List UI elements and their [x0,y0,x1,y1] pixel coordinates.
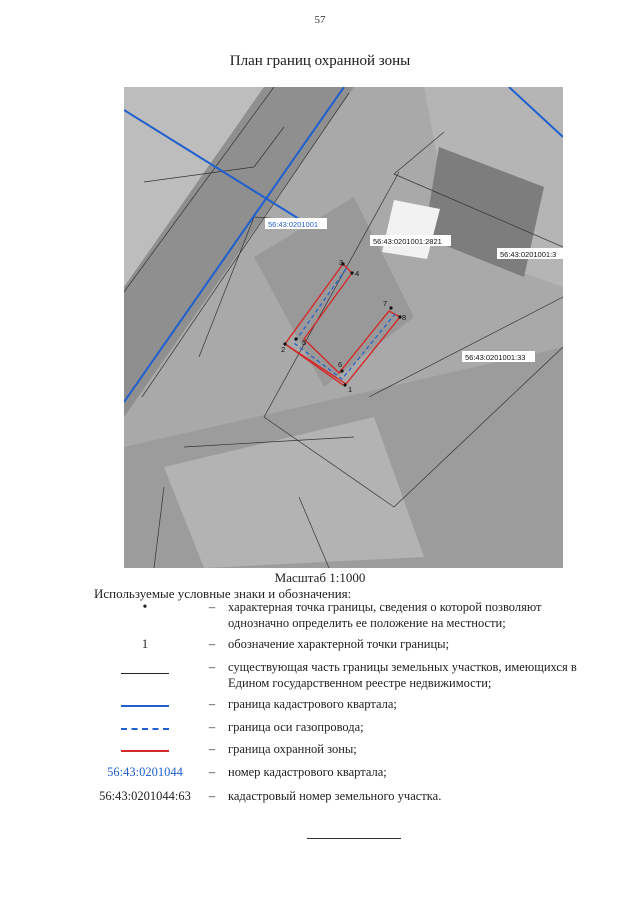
point-7-marker [389,306,392,309]
legend-dash: – [208,600,216,614]
point-label-5: 5 [302,338,307,347]
legend-description: обозначение характерной точки границы; [228,637,450,651]
parcel-number-sample: 56:43:0201044:63 [99,789,191,803]
legend-description: номер кадастрового квартала; [228,765,387,779]
parcel-label-3: 56:43:0201001:3 [500,250,557,259]
point-label-3: 3 [339,258,344,267]
point-label-7: 7 [383,299,388,308]
point-label-8: 8 [402,313,407,322]
legend-dash: – [208,697,216,711]
pipeline-axis-line-symbol [80,720,210,730]
legend-dash: – [208,789,216,803]
parcel-label-2821: 56:43:0201001:2821 [373,237,442,246]
map-scale: Масштаб 1:1000 [274,570,366,585]
legend-dash: – [208,742,216,756]
parcel-label-33: 56:43:0201001:33 [465,353,526,362]
quarter-border-line-symbol [80,697,210,707]
page-title: План границ охранной зоны [229,53,411,69]
point-1-marker [343,383,346,386]
point-symbol: • [142,600,148,615]
point-label-1: 1 [348,385,353,394]
legend-description: граница оси газопровода; [228,720,364,734]
point-6-marker [340,369,343,372]
point-label-4: 4 [355,269,360,278]
point-label-symbol: 1 [141,637,149,651]
map-canvas [124,87,563,568]
legend-description: граница охранной зоны; [228,742,357,756]
signature-line [307,838,401,839]
point-5-marker [294,337,297,340]
quarter-label: 56:43:0201001 [268,220,319,229]
point-label-6: 6 [338,360,343,369]
legend-dash: – [208,765,216,779]
legend-description: характерная точка границы, сведения о которой позволяют однозначно определить ее положение на местности; [228,600,542,630]
point-4-marker [350,271,353,274]
protection-zone-line-symbol [80,742,210,752]
legend-dash: – [208,637,216,651]
existing-parcel-line-symbol [80,660,210,674]
legend-description: существующая часть границы земельных участков, имеющихся в Едином государственном реестре недвижимости; [228,660,577,690]
page-number: 57 [314,14,326,26]
legend-dash: – [208,660,216,674]
point-label-2: 2 [281,345,286,354]
quarter-number-sample: 56:43:0201044 [107,765,183,779]
legend-description: кадастровый номер земельного участка. [228,789,442,803]
legend-title: Используемые условные знаки и обозначения: [94,586,352,601]
legend-description: граница кадастрового квартала; [228,697,397,711]
cadastral-map [124,87,563,568]
legend-dash: – [208,720,216,734]
